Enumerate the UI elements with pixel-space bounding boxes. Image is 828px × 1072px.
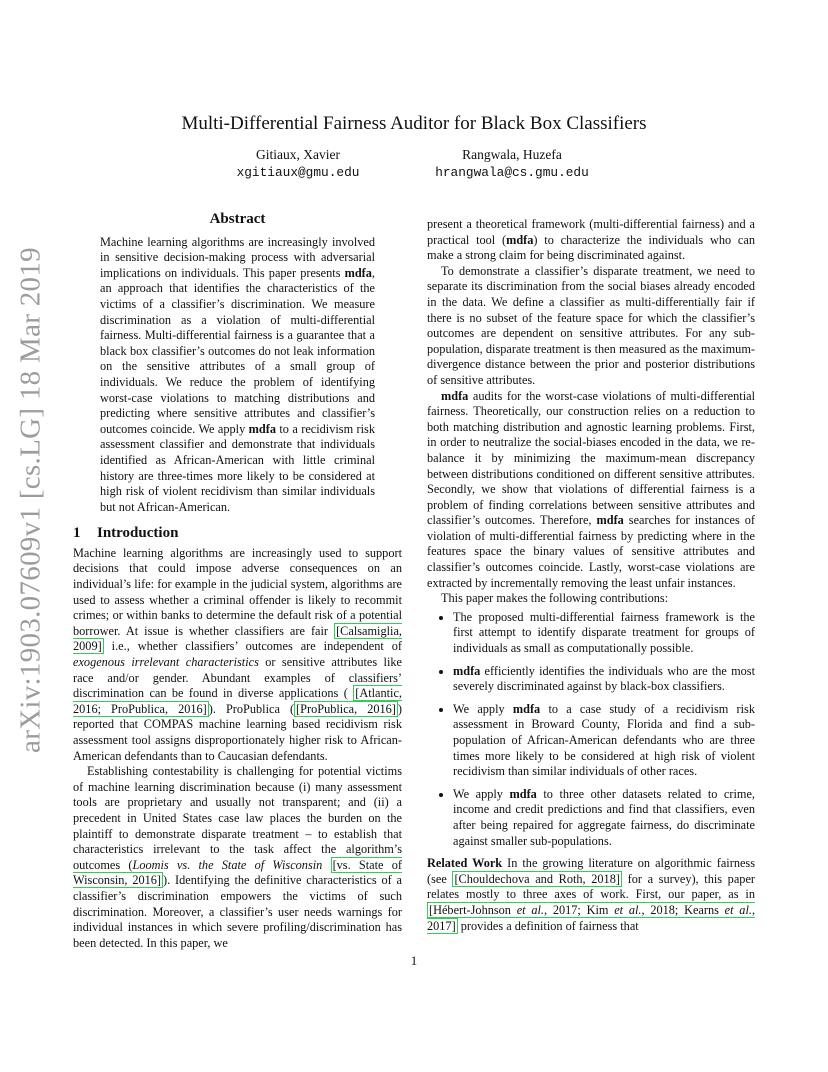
intro-paragraph: Establishing contestability is challenging for potential victims of machine learning discrimination because (i) many assessment tools are proprietary and usually not transparent; and (ii) a precedent in United States case law places the burden on the plaintiff to demonstrate disparate treatment – to establish that characteristics irrelevant to the task affect the algorithm’s outcomes (Loomis vs. the State of Wisconsin [vs. State of Wisconsin, 2016] ). Identifying the definitive characteristics of a classifier’s discrimination empowers the victims of such discrimination. Moreover, a classifier’s user needs warnings for individual instances in which severe profiling/discrimination has been detected. In this paper, we bbox=[73, 764, 402, 950]
related-work-heading: Related Work bbox=[427, 856, 503, 871]
author-email: xgitiaux@gmu.edu bbox=[236, 165, 360, 180]
section-heading-introduction: 1 Introduction bbox=[73, 525, 179, 542]
citation-link[interactable]: [ProPublica, 2016] bbox=[296, 701, 396, 716]
list-item: • We apply mdfa to a case study of a recidivism risk assessment in Broward County, Florida and find a sub-population of African-American defendants who are three times more likely to be considered at high risk of violent recidivism than similar individuals of other races. bbox=[453, 702, 755, 780]
page-number: 1 bbox=[410, 953, 418, 968]
author-block bbox=[198, 146, 398, 182]
right-column bbox=[427, 217, 755, 934]
citation-link[interactable]: [Calsamiglia, 2009] bbox=[73, 623, 402, 654]
intro-paragraph: To demonstrate a classifier’s disparate treatment, we need to separate its discrimination from the social biases already encoded in the data. We define a classifier as multi-differentially fair if there is no subset of the feature space for which the classifier’s outcomes are dependent on sensitive attributes. For any sub-population, disparate treatment is then measured as the maximum-divergence distance between the prior and posterior distributions of sensitive attributes. bbox=[427, 263, 755, 387]
intro-paragraph: Machine learning algorithms are increasingly used to support decisions that could impose adverse consequences on an individual’s life: for example in the judicial system, algorithms are used to assess whether a criminal offender is likely to recommit crimes; or within banks to determine the default risk of a potential borrower. At issue is whether classifiers are fair [Calsamiglia, 2009] i.e., whether classifiers’ outcomes are independent of exogenous irrelevant characteristics or sensitive attributes like race and/or gender. Abundant examples of classifiers’ discrimination can be found in diverse applications ( [Atlantic, 2016; ProPublica, 2016] ). ProPublica ( [ProPublica, 2016] ) reported that COMPAS machine learning based recidivism risk assessment tool assigns disproportionately higher risk to African-American defendants than to Caucasian defendants. bbox=[73, 545, 402, 763]
author-name: Rangwala, Huzefa bbox=[462, 147, 562, 162]
abstract-text: Machine learning algorithms are increasingly involved in sensitive decision-making process with adversarial implications on individuals. This paper presents mdfa, an approach that identifies the characteristics of the victims of a classifier’s discrimination. We measure discrimination as a violation of multi-differential fairness. Multi-differential fairness is a guarantee that a black box classifier’s outcomes do not leak information on the sensitive attributes of a small group of individuals. We reduce the problem of identifying worst-case violations to matching distributions and predicting where sensitive attributes and classifier’s outcomes coincide. We apply mdfa to a recidivism risk assessment classifier and demonstrate that individuals identified as African-American with little criminal history are three-times more likely to be considered at high risk of violent recidivism than similar individuals but not African-American. bbox=[100, 234, 375, 514]
contributions-list bbox=[427, 610, 755, 849]
intro-paragraph: mdfa audits for the worst-case violations of multi-differential fairness. Theoretically, our construction relies on a reduction to both matching distribution and agnostic learning problems. First, in order to neutralize the social-biases encoded in the data, we re-balance it by minimizing the maximum-mean discrepancy between distributions conditioned on different sensitive attributes. Secondly, we show that violations of differential fairness is a problem of finding correlations between sensitive attributes and classifier’s outcomes. Therefore, mdfa searches for instances of violation of multi-differential fairness by predicting where in the features space the binary values of sensitive attributes and classifier’s outcomes coincide. Lastly, worst-case violations are extracted by incrementally removing the least unfair instances. bbox=[427, 388, 755, 590]
author-block bbox=[412, 146, 612, 182]
paper-title: Multi-Differential Fairness Auditor for Black Box Classifiers bbox=[181, 113, 647, 134]
intro-paragraph: present a theoretical framework (multi-differential fairness) and a practical tool (mdfa) to characterize the individuals who can make a strong claim for being discriminated against. bbox=[427, 217, 755, 263]
list-item: • The proposed multi-differential fairness framework is the first attempt to identify disparate treatment for groups of individuals as small as computationally possible. bbox=[453, 610, 755, 657]
author-email: hrangwala@cs.gmu.edu bbox=[435, 165, 589, 180]
citation-link[interactable]: [Chouldechova and Roth, 2018] bbox=[454, 871, 620, 886]
related-work-paragraph: Related Work In the growing literature on algorithmic fairness (see [Chouldechova and Roth, 2018] for a survey), this paper relates mostly to three axes of work. First, our paper, as in [Hébert-Johnson et al., 2017; Kim et al., 2018; Kearns et al., 2017] provides a definition of fairness that bbox=[427, 856, 756, 933]
abstract-heading: Abstract bbox=[209, 211, 266, 227]
list-item: • We apply mdfa to three other datasets related to crime, income and credit predictions and find that classifiers, even after being repaired for aggregate fairness, do discriminate against smaller sub-populations. bbox=[453, 787, 755, 849]
author-name: Gitiaux, Xavier bbox=[256, 147, 340, 162]
citation-link[interactable]: [vs. State of Wisconsin, 2016] bbox=[73, 857, 402, 888]
left-column bbox=[73, 212, 402, 951]
list-item: • mdfa efficiently identifies the individuals who are the most severely discriminated against by black-box classifiers. bbox=[453, 664, 755, 695]
intro-paragraph: This paper makes the following contributions: bbox=[441, 591, 669, 606]
citation-link[interactable]: [Atlantic, 2016; ProPublica, 2016] bbox=[73, 686, 402, 716]
arxiv-identifier: arXiv:1903.07609v1 [cs.LG] 18 Mar 2019 bbox=[14, 247, 47, 753]
citation-link[interactable]: [Hébert-Johnson et al., 2017; Kim et al., 2018; Kearns et al., 2017] bbox=[427, 902, 756, 933]
